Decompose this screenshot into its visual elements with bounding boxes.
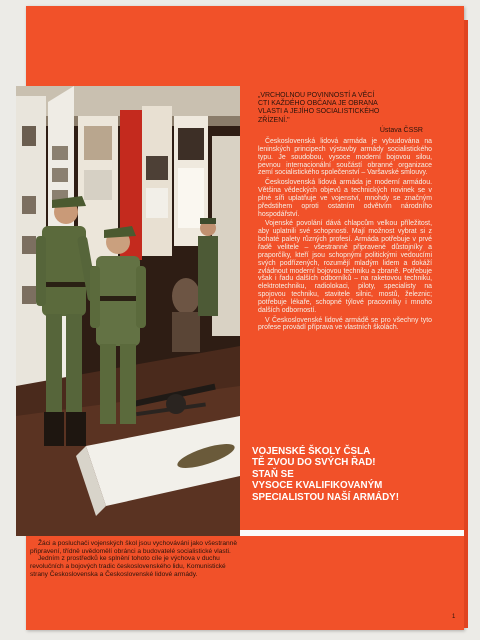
slogan-line: SPECIALISTOU NAŠÍ ARMÁDY!: [252, 491, 399, 503]
page-edge: [464, 20, 468, 628]
article-body: [258, 138, 432, 334]
divider-bar: [240, 530, 464, 536]
page-number: 1: [452, 614, 456, 620]
constitution-quote: [258, 92, 423, 135]
recruitment-slogan: [252, 446, 448, 503]
body-paragraph: Československá lidová armáda je moderní armádou. Většina vědeckých objevů a technických novinek se v plné síři uplatňuje ve vojenství, mnohdy se značným předstihem oproti ostatním odvětvím národního hospodářství.: [258, 179, 432, 218]
body-paragraph: Vojenské povolání dává chlapcům velkou příležitost, aby uplatnili své schopnosti. Mají možnost vybrat si z bohaté palety různých profesí. Armáda potřebuje v prvé řadě velitele – všestranně připravené důstojníky a praporčíky, kteří jsou schopnými politickými vedoucími svých podřízených, rozumějí mladým lidem a dokáží zvládnout moderní bojovou techniku a zbraně. Potřebuje však i řadu dalších odborníků – na raketovou techniku, elektrotechniku, radiolokaci, piloty, specialisty na spojovou techniku, stavitele silnic, mostů, železnic; potřebuje lékaře, schopné týlové pracovníky i mnoho dalších odborností.: [258, 220, 432, 314]
quote-line: CTI KAŽDÉHO OBČANA JE OBRANA: [258, 100, 378, 108]
body-paragraph: V Československé lidové armádě se pro všechny tyto profese provádí příprava ve vlastních školách.: [258, 316, 432, 332]
caption-paragraph: Jedním z prostředků ke splnění tohoto cíle je výchova v duchu revolučních a bojových tradic československého lidu, Komunistické strany Československa a Československé lidové armády.: [30, 555, 226, 578]
caption-paragraph: Žáci a posluchači vojenských škol jsou vychováváni jako všestranně připravení, třídně uvědomělí obránci a budovatelé socialistické vlasti.: [30, 540, 238, 555]
body-paragraph: Československá lidová armáda je vybudována na leninských principech výstavby armády socialistického typu. Je soudobou, vysoce moderní bojovou silou, pevnou internacionální součástí obranné organizace zemí socialistického společenství – Varšavské smlouvy.: [258, 138, 432, 177]
quote-line: VLASTI A JEJÍHO SOCIALISTICKÉHO: [258, 108, 380, 116]
quote-source: Ústava ČSSR: [379, 126, 423, 134]
quote-line: „VRCHOLNOU POVINNOSTÍ A VĚCÍ: [258, 92, 375, 99]
slogan-line: VOJENSKÉ ŠKOLY ČSLA: [252, 446, 371, 457]
slogan-line: TĚ ZVOU DO SVÝCH ŘAD!: [252, 457, 376, 469]
quote-line: ZŘÍZENÍ.": [258, 116, 290, 124]
slogan-line: VYSOCE KVALIFIKOVANÝM: [252, 480, 383, 492]
slogan-line: STAŇ SE: [252, 468, 294, 480]
museum-photo: [16, 86, 240, 536]
photo-caption: [30, 540, 240, 579]
